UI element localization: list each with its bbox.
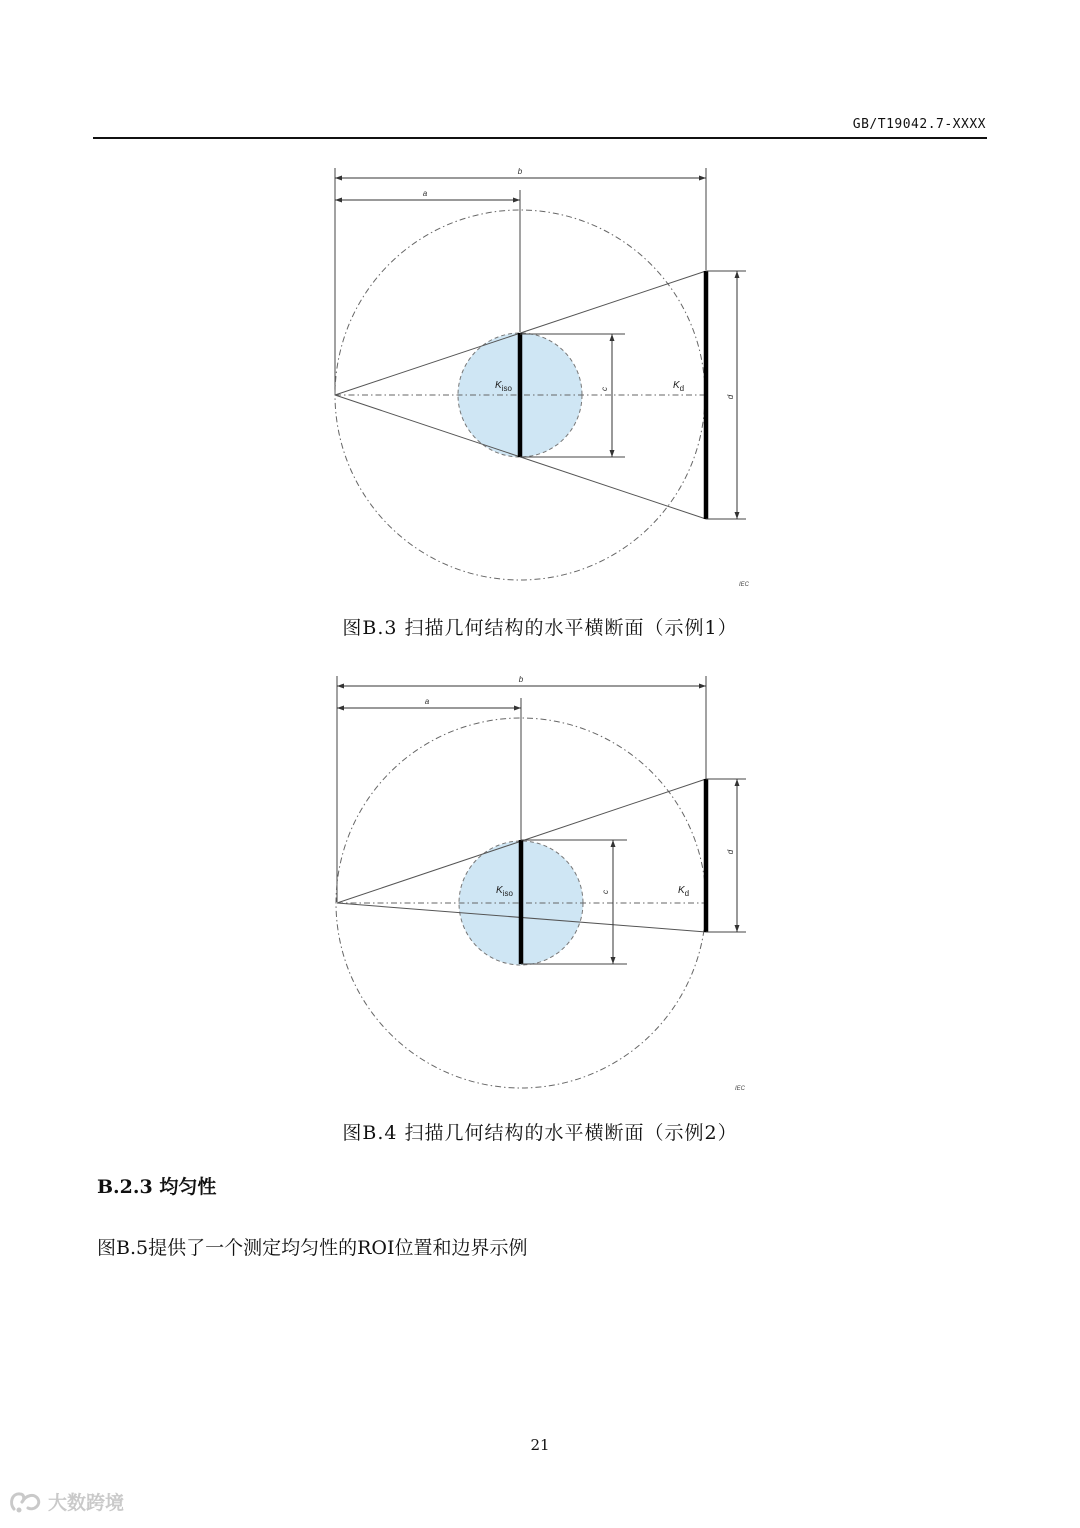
dimension-a-label: a [424,697,430,706]
figure-b4 [320,668,760,1100]
page-number: 21 [530,1436,550,1454]
dimension-b-label: b [517,167,523,176]
iec-mark: IEC [739,582,750,588]
dimension-d-label: d [726,394,735,400]
figure-b3-caption: 图B.3 扫描几何结构的水平横断面（示例1） [342,617,738,639]
dimension-c-label: c [600,387,609,391]
scan-geometry-diagram-1 [320,160,760,595]
dimension-a-label: a [422,189,428,198]
dimension-c-arrow-bottom [611,957,616,964]
dimension-c-arrow-bottom [610,450,615,457]
dimension-c-arrow-top [610,334,615,341]
k-iso-label: $K_{iso}$ [495,380,512,393]
dimension-a-arrow-left [335,198,342,203]
dimension-a-arrow-left [337,706,344,711]
dimension-c-arrow-top [611,840,616,847]
header-rule [93,137,987,139]
dimension-c-label: c [601,890,610,894]
dimension-b-arrow-left [335,176,342,181]
scan-geometry-diagram-2 [320,668,760,1100]
watermark [8,1488,124,1515]
k-iso-label: $K_{iso}$ [496,885,513,898]
dimension-b-label: b [518,675,524,684]
figure-b3 [320,160,760,595]
dimension-a-arrow-right [513,198,520,203]
dimension-b-arrow-right [699,176,706,181]
dimension-d-arrow-top [735,779,740,786]
document-code: GB/T19042.7-XXXX [852,117,986,132]
dimension-d-label: d [726,849,735,855]
k-d-label: $K_d$ [673,380,685,393]
dimension-b-arrow-left [337,684,344,689]
figure-b4-caption: 图B.4 扫描几何结构的水平横断面（示例2） [342,1122,738,1144]
dimension-d-arrow-bottom [735,512,740,519]
dimension-a-arrow-right [514,706,521,711]
k-d-label: $K_d$ [678,885,690,898]
dimension-b-arrow-right [699,684,706,689]
dimension-d-arrow-bottom [735,925,740,932]
iec-mark: IEC [735,1086,746,1092]
section-heading: B.2.3 均匀性 [97,1176,217,1198]
watermark-logo-icon [8,1489,42,1515]
dimension-d-arrow-top [735,271,740,278]
body-paragraph: 图B.5提供了一个测定均匀性的ROI位置和边界示例 [97,1237,528,1259]
watermark-text: 大数跨境 [48,1492,125,1514]
